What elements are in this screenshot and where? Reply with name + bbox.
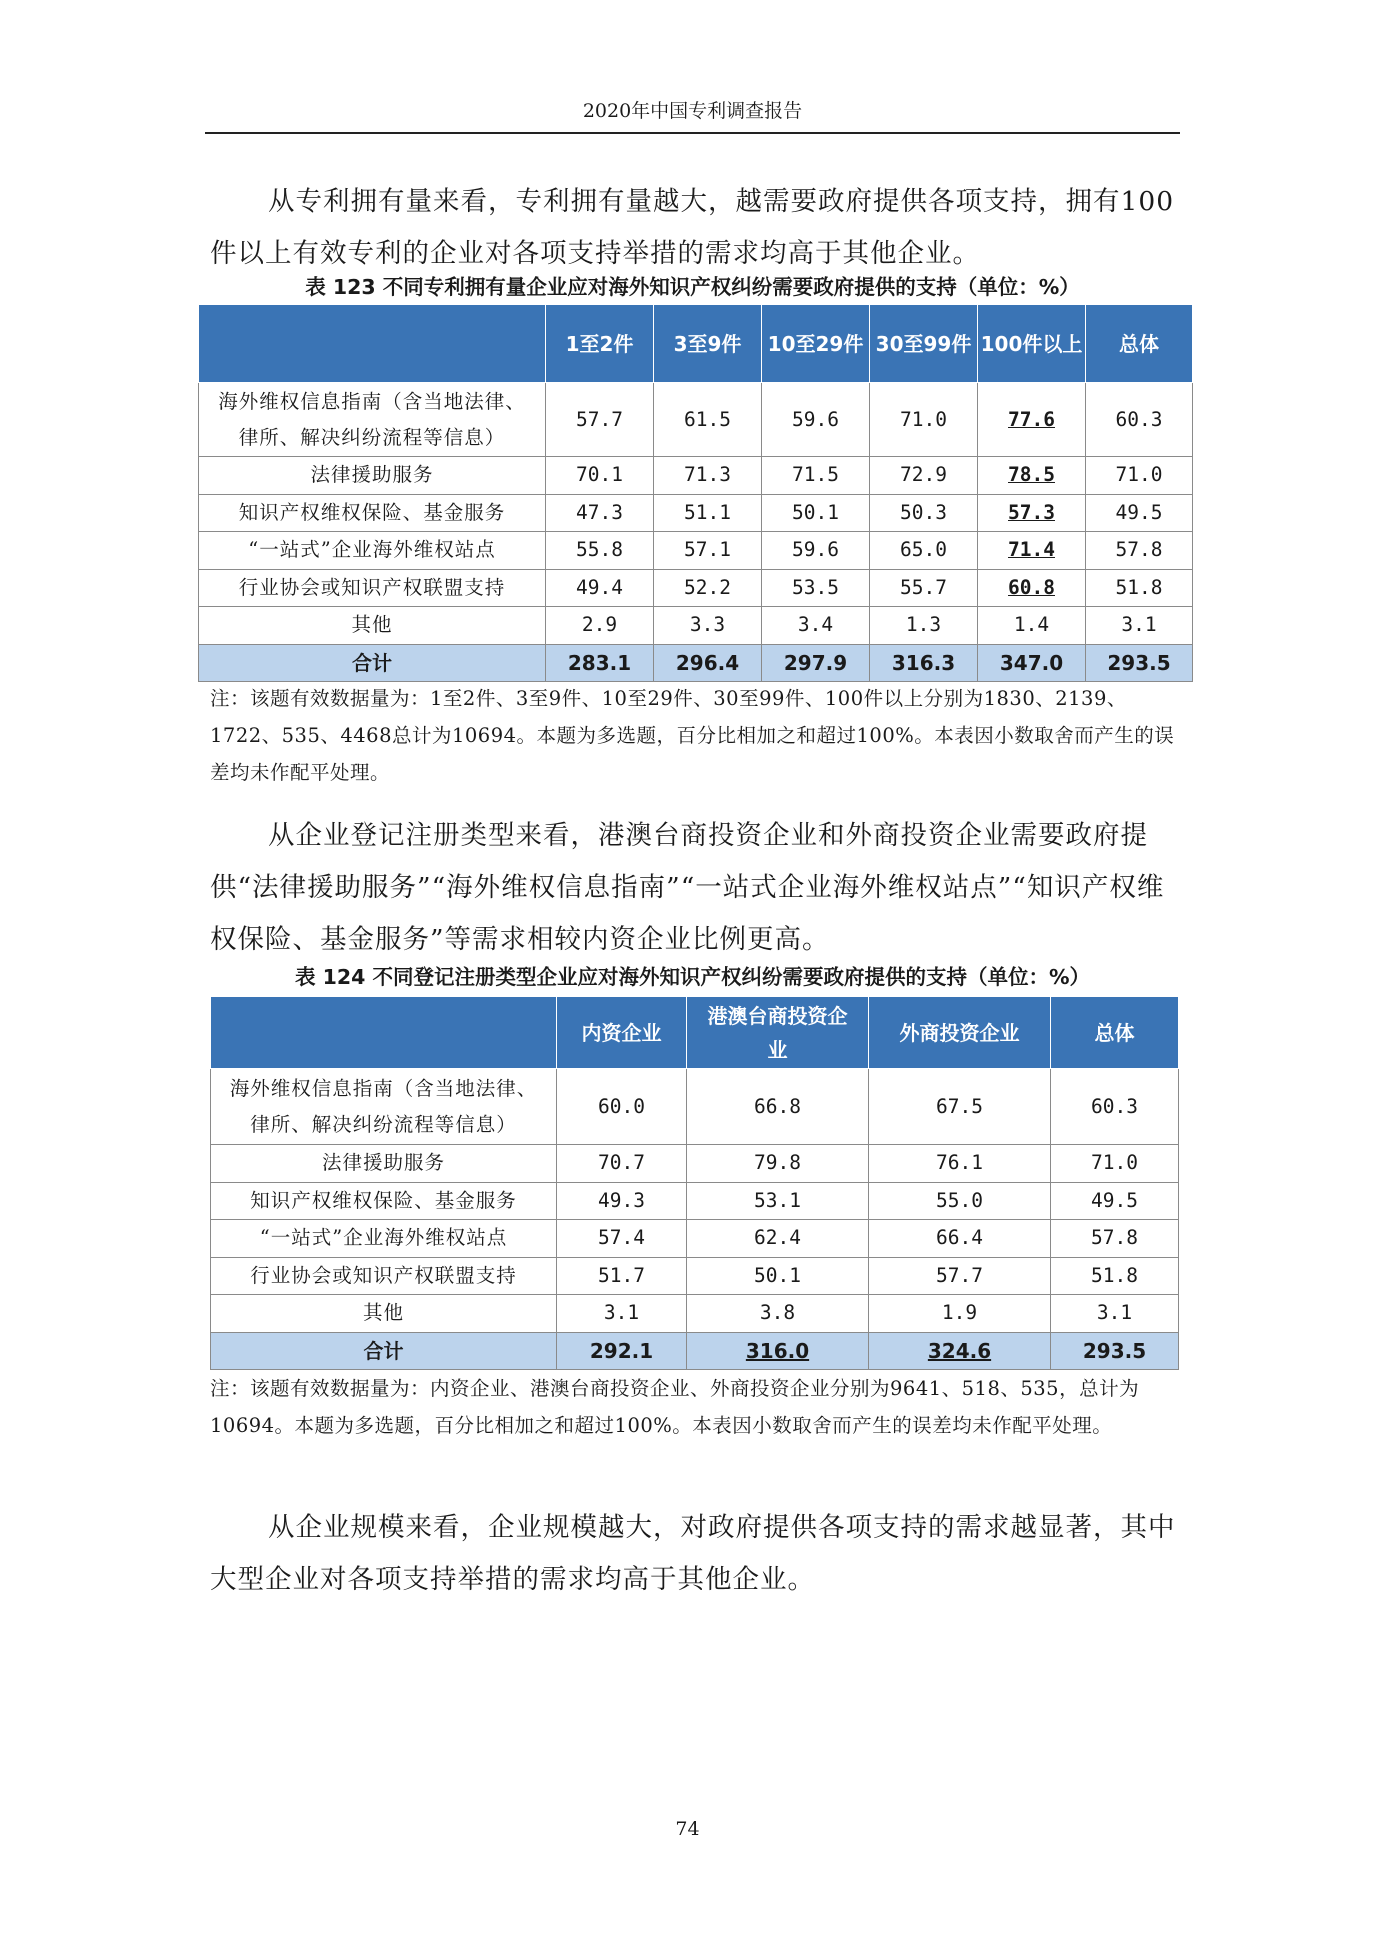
table-cell: 62.4 [687,1220,869,1258]
row-label: 海外维权信息指南（含当地法律、律所、解决纠纷流程等信息） [199,383,546,457]
table-cell: 57.8 [1086,532,1193,570]
column-header: 外商投资企业 [869,997,1051,1069]
table-cell: 3.1 [557,1295,687,1333]
table-cell: 49.4 [546,569,654,607]
table-cell: 51.7 [557,1257,687,1295]
table-123-caption: 表 123 不同专利拥有量企业应对海外知识产权纠纷需要政府提供的支持（单位：%） [305,275,1080,299]
table-cell: 1.9 [869,1295,1051,1333]
total-cell: 293.5 [1051,1332,1179,1370]
table-total-row [199,644,1193,682]
column-header: 港澳台商投资企业 [687,997,869,1069]
header-corner [211,997,557,1069]
table-cell: 66.8 [687,1069,869,1145]
table-cell: 55.8 [546,532,654,570]
total-label: 合计 [199,644,546,682]
page-number: 74 [675,1818,700,1840]
table-124 [210,996,1179,1370]
row-label: 其他 [199,607,546,645]
table-cell-highlight: 77.6 [978,383,1086,457]
table-cell: 52.2 [654,569,762,607]
total-cell: 347.0 [978,644,1086,682]
table-cell: 66.4 [869,1220,1051,1258]
table-cell: 49.5 [1051,1182,1179,1220]
page-header: 2020年中国专利调查报告 [205,98,1180,134]
table-cell: 3.4 [762,607,870,645]
table-123 [198,304,1193,682]
table-row [211,1257,1179,1295]
table-cell: 53.5 [762,569,870,607]
table-cell: 51.8 [1051,1257,1179,1295]
table-cell: 49.3 [557,1182,687,1220]
table-cell-highlight: 57.3 [978,494,1086,532]
table-cell: 60.3 [1051,1069,1179,1145]
table-cell-highlight: 71.4 [978,532,1086,570]
table-row [211,1295,1179,1333]
table-cell: 57.7 [546,383,654,457]
total-cell: 297.9 [762,644,870,682]
table-cell: 55.0 [869,1182,1051,1220]
table-row [211,1069,1179,1145]
row-label: 其他 [211,1295,557,1333]
table-cell: 53.1 [687,1182,869,1220]
table-row [199,494,1193,532]
table-cell: 72.9 [870,457,978,495]
table-row [199,457,1193,495]
table-cell: 61.5 [654,383,762,457]
row-label: “一站式”企业海外维权站点 [199,532,546,570]
column-header: 总体 [1086,305,1193,383]
total-cell: 296.4 [654,644,762,682]
total-cell-highlight: 316.0 [687,1332,869,1370]
table-cell: 60.3 [1086,383,1193,457]
table-row [199,607,1193,645]
table-cell: 2.9 [546,607,654,645]
column-header: 总体 [1051,997,1179,1069]
total-cell-highlight: 324.6 [869,1332,1051,1370]
table-cell: 57.8 [1051,1220,1179,1258]
table-header-row [211,997,1179,1069]
table-cell: 50.1 [762,494,870,532]
table-124-note: 注：该题有效数据量为：内资企业、港澳台商投资企业、外商投资企业分别为9641、518、535，总计为10694。本题为多选题，百分比相加之和超过100%。本表因小数取舍而产生的误差均未作配平处理。 [210,1377,1140,1437]
row-label: 知识产权维权保险、基金服务 [211,1182,557,1220]
row-label: 法律援助服务 [199,457,546,495]
total-cell: 316.3 [870,644,978,682]
table-cell: 1.3 [870,607,978,645]
column-header: 1至2件 [546,305,654,383]
table-cell: 79.8 [687,1145,869,1183]
table-row [199,569,1193,607]
table-cell: 3.8 [687,1295,869,1333]
row-label: 行业协会或知识产权联盟支持 [211,1257,557,1295]
table-total-row [211,1332,1179,1370]
table-cell: 57.7 [869,1257,1051,1295]
table-cell: 59.6 [762,383,870,457]
column-header: 10至29件 [762,305,870,383]
table-cell: 57.1 [654,532,762,570]
table-cell: 67.5 [869,1069,1051,1145]
table-124-caption: 表 124 不同登记注册类型企业应对海外知识产权纠纷需要政府提供的支持（单位：%） [294,965,1091,989]
table-cell: 71.0 [1051,1145,1179,1183]
table-cell: 65.0 [870,532,978,570]
table-row [211,1220,1179,1258]
table-cell: 3.3 [654,607,762,645]
table-cell: 57.4 [557,1220,687,1258]
column-header: 100件以上 [978,305,1086,383]
table-123-note: 注：该题有效数据量为：1至2件、3至9件、10至29件、30至99件、100件以上分别为1830、2139、1722、535、4468总计为10694。本题为多选题，百分比相加之和超过100%。本表因小数取舍而产生的误差均未作配平处理。 [210,687,1175,784]
table-cell: 47.3 [546,494,654,532]
header-corner [199,305,546,383]
paragraph-patent-count: 从专利拥有量来看，专利拥有量越大，越需要政府提供各项支持，拥有100件以上有效专利的企业对各项支持举措的需求均高于其他企业。 [210,186,1175,269]
table-cell: 49.5 [1086,494,1193,532]
table-cell: 50.3 [870,494,978,532]
table-cell: 3.1 [1051,1295,1179,1333]
table-cell: 70.7 [557,1145,687,1183]
row-label: 海外维权信息指南（含当地法律、律所、解决纠纷流程等信息） [211,1069,557,1145]
table-cell: 51.1 [654,494,762,532]
total-cell: 283.1 [546,644,654,682]
table-cell-highlight: 60.8 [978,569,1086,607]
paragraph-enterprise-size: 从企业规模来看，企业规模越大，对政府提供各项支持的需求越显著，其中大型企业对各项支持举措的需求均高于其他企业。 [210,1512,1176,1595]
column-header: 内资企业 [557,997,687,1069]
table-cell: 55.7 [870,569,978,607]
row-label: “一站式”企业海外维权站点 [211,1220,557,1258]
table-cell: 70.1 [546,457,654,495]
total-cell: 292.1 [557,1332,687,1370]
column-header: 3至9件 [654,305,762,383]
table-row [199,532,1193,570]
table-cell: 59.6 [762,532,870,570]
table-cell: 50.1 [687,1257,869,1295]
table-cell: 71.5 [762,457,870,495]
table-cell: 71.0 [1086,457,1193,495]
table-cell: 60.0 [557,1069,687,1145]
table-cell: 51.8 [1086,569,1193,607]
table-cell: 71.3 [654,457,762,495]
total-label: 合计 [211,1332,557,1370]
table-row [199,383,1193,457]
table-cell: 3.1 [1086,607,1193,645]
table-cell: 71.0 [870,383,978,457]
row-label: 知识产权维权保险、基金服务 [199,494,546,532]
table-cell-highlight: 78.5 [978,457,1086,495]
row-label: 行业协会或知识产权联盟支持 [199,569,546,607]
row-label: 法律援助服务 [211,1145,557,1183]
table-cell: 1.4 [978,607,1086,645]
table-cell: 76.1 [869,1145,1051,1183]
total-cell: 293.5 [1086,644,1193,682]
table-row [211,1145,1179,1183]
table-header-row [199,305,1193,383]
column-header: 30至99件 [870,305,978,383]
table-row [211,1182,1179,1220]
paragraph-registration-type: 从企业登记注册类型来看，港澳台商投资企业和外商投资企业需要政府提供“法律援助服务”“海外维权信息指南”“一站式企业海外维权站点”“知识产权维权保险、基金服务”等需求相较内资企业比例更高。 [210,820,1165,955]
